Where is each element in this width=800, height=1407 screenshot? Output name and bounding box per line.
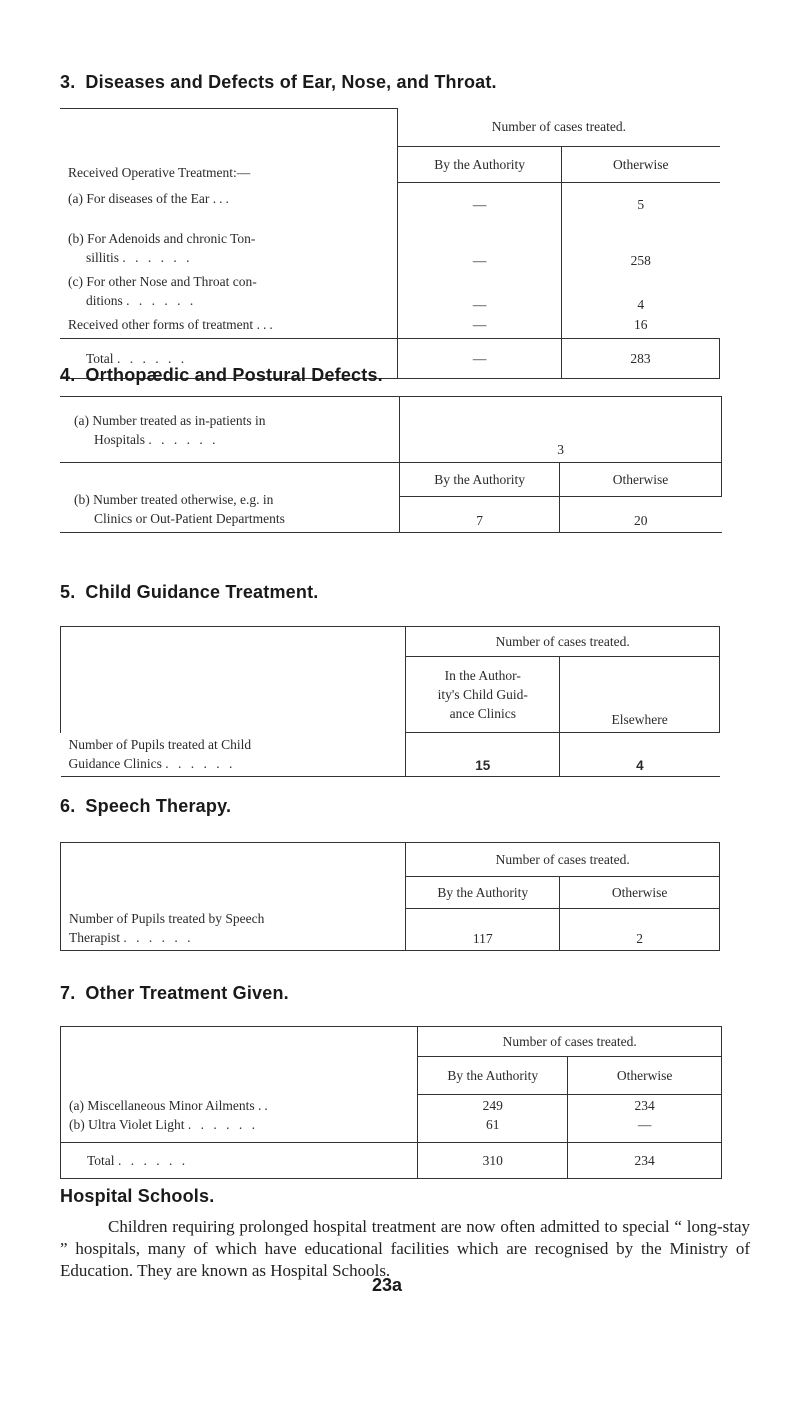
column-header-otherwise: Otherwise [568,1057,722,1095]
total-authority: 310 [418,1143,568,1179]
elsewhere-value: 4 [560,733,720,777]
otherwise-treated-label: (b) Number treated otherwise, e.g. in Clinics or Out-Patient Departments [60,463,400,533]
orthopaedic-table [60,396,722,533]
row-label: Number of Pupils treated at Child Guidance Clinics . . . . . . [61,733,406,777]
total-row [61,1143,722,1179]
table-row [60,183,720,227]
table-row [60,313,720,339]
section-7-heading [60,983,289,1004]
column-header-authority: By the Authority [418,1057,568,1095]
column-header-authority: By the Authority [398,147,562,183]
column-group-header: Number of cases treated. [406,843,720,877]
child-guidance-table [60,626,720,777]
page-number: 23a [372,1275,403,1295]
total-otherwise: 283 [562,339,720,379]
total-otherwise: 234 [568,1143,722,1179]
table-row [61,909,720,951]
received-operative-label: Received Operative Treatment:— [68,164,251,180]
authority-value: — [398,313,562,339]
table-row [60,269,720,313]
table-row [61,733,720,777]
total-label: Total . . . . . . [60,339,398,379]
column-header-otherwise: Otherwise [562,147,720,183]
section-number: 4. [60,365,76,385]
table-spacer [61,657,406,733]
section-number: 7. [60,983,76,1003]
row-label: Received other forms of treatment ... [60,313,398,339]
section-title: Orthopædic and Postural Defects. [85,365,383,385]
paragraph-text: Children requiring prolonged hospital treatment are now often admitted to special “ long-stay ” hospitals, many of which have educational facilities which are recognised by the Ministry of Education. They are known as Hospital Schools. [60,1217,750,1280]
table-corner [61,843,406,877]
otherwise-value: 2 [560,909,720,951]
clinics-value: 15 [406,733,560,777]
table-row [60,397,722,463]
section-title: Other Treatment Given. [85,983,289,1003]
hospital-schools-paragraph [60,1216,750,1282]
column-header-elsewhere: Elsewhere [560,657,720,733]
column-group-header: Number of cases treated. [418,1027,722,1057]
column-header-otherwise: Otherwise [560,877,720,909]
row-label: (b) For Adenoids and chronic Ton- sillitis . . . . . . [68,230,256,265]
authority-value: 249 [418,1095,568,1117]
authority-value: 117 [406,909,560,951]
section-4-heading [60,365,383,386]
section-number: 5. [60,582,76,602]
column-header-otherwise: Otherwise [560,463,722,497]
column-group-header: Number of cases treated. [398,109,720,147]
hospital-schools-heading: Hospital Schools. [60,1186,215,1206]
authority-value: — [398,227,562,269]
otherwise-value: — [568,1117,722,1143]
row-label: (b) Ultra Violet Light . . . . . . [61,1117,418,1143]
ent-treatment-table [60,108,720,379]
authority-value: 61 [418,1117,568,1143]
section-number: 3. [60,72,76,92]
in-patients-value: 3 [400,397,722,463]
table-corner [61,1027,418,1057]
row-label: (a) For diseases of the Ear ... [68,190,232,206]
otherwise-value: 5 [562,183,720,227]
table-row [60,227,720,269]
table-row [61,1117,722,1143]
row-label: (a) Miscellaneous Minor Ailments .. [61,1095,418,1117]
authority-value: — [398,269,562,313]
in-patients-label: (a) Number treated as in-patients in Hospitals . . . . . . [60,397,400,463]
column-header-authority: By the Authority [406,877,560,909]
row-label: (c) For other Nose and Throat con- ditions . . . . . . [68,273,257,308]
table-corner [61,627,406,657]
table-corner [60,109,398,147]
section-title: Child Guidance Treatment. [85,582,319,602]
section-title: Diseases and Defects of Ear, Nose, and Throat. [85,72,497,92]
column-header-authority: By the Authority [400,463,560,497]
authority-value: — [398,183,562,227]
section-3-heading [60,72,497,93]
other-treatment-table [60,1026,722,1179]
otherwise-value: 4 [562,269,720,313]
otherwise-value: 234 [568,1095,722,1117]
authority-value: 7 [400,497,560,533]
column-header-clinics: In the Author- ity's Child Guid- ance Clinics [406,657,560,733]
section-6-heading [60,796,231,817]
section-number: 6. [60,796,76,816]
section-5-heading [60,582,318,603]
table-spacer [61,877,406,909]
column-group-header: Number of cases treated. [406,627,720,657]
total-label: Total . . . . . . [61,1143,418,1179]
table-spacer [61,1057,418,1095]
section-title: Speech Therapy. [85,796,232,816]
otherwise-value: 16 [562,313,720,339]
table-row [61,1095,722,1117]
otherwise-value: 20 [560,497,722,533]
otherwise-value: 258 [562,227,720,269]
row-label: Number of Pupils treated by Speech Therapist . . . . . . [61,909,406,951]
total-authority: — [398,339,562,379]
speech-therapy-table [60,842,720,951]
